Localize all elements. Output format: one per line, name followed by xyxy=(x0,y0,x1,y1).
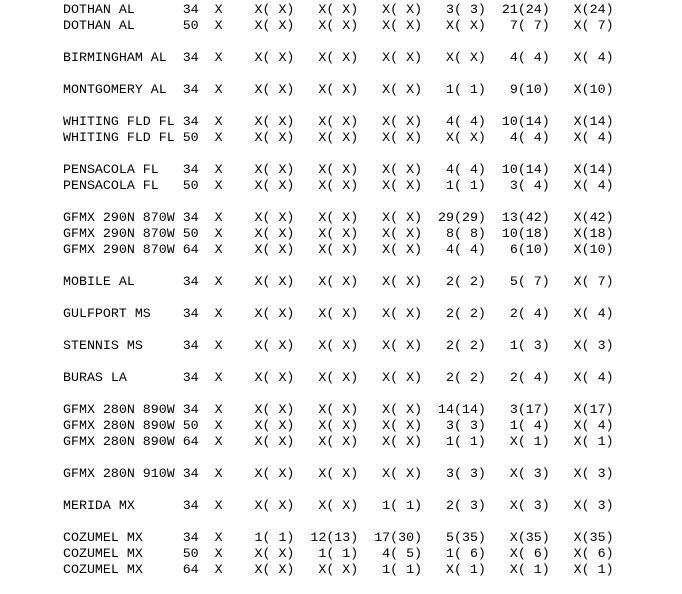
table-row: COZUMEL MX 50 X X( X) 1( 1) 4( 5) 1( 6) X( 6) X( 6) xyxy=(63,546,614,561)
blank-line xyxy=(63,482,682,498)
table-row: MONTGOMERY AL 34 X X( X) X( X) X( X) 1( 1) 9(10) X(10) xyxy=(63,82,614,97)
table-row: GFMX 280N 910W 34 X X( X) X( X) X( X) 3( 3) X( 3) X( 3) xyxy=(63,466,614,481)
table-row: GFMX 290N 870W 50 X X( X) X( X) X( X) 8( 8) 10(18) X(18) xyxy=(63,226,614,241)
table-row: GFMX 290N 870W 34 X X( X) X( X) X( X) 29(29) 13(42) X(42) xyxy=(63,210,614,225)
blank-line xyxy=(63,450,682,466)
table-row: COZUMEL MX 34 X 1( 1) 12(13) 17(30) 5(35) X(35) X(35) xyxy=(63,530,614,545)
blank-line xyxy=(63,290,682,306)
table-row: GFMX 290N 870W 64 X X( X) X( X) X( X) 4( 4) 6(10) X(10) xyxy=(63,242,614,257)
blank-line xyxy=(63,98,682,114)
table-row: PENSACOLA FL 50 X X( X) X( X) X( X) 1( 1) 3( 4) X( 4) xyxy=(63,178,614,193)
blank-line xyxy=(63,354,682,370)
blank-line xyxy=(63,514,682,530)
table-row: GFMX 280N 890W 34 X X( X) X( X) X( X) 14(14) 3(17) X(17) xyxy=(63,402,614,417)
table-row: DOTHAN AL 50 X X( X) X( X) X( X) X( X) 7( 7) X( 7) xyxy=(63,18,614,33)
table-row: DOTHAN AL 34 X X( X) X( X) X( X) 3( 3) 21(24) X(24) xyxy=(63,2,614,17)
table-row: PENSACOLA FL 34 X X( X) X( X) X( X) 4( 4) 10(14) X(14) xyxy=(63,162,614,177)
blank-line xyxy=(63,146,682,162)
table-row: GFMX 280N 890W 50 X X( X) X( X) X( X) 3( 3) 1( 4) X( 4) xyxy=(63,418,614,433)
blank-line xyxy=(63,386,682,402)
table-row: BURAS LA 34 X X( X) X( X) X( X) 2( 2) 2( 4) X( 4) xyxy=(63,370,614,385)
table-row: GFMX 280N 890W 64 X X( X) X( X) X( X) 1( 1) X( 1) X( 1) xyxy=(63,434,614,449)
blank-line xyxy=(63,66,682,82)
blank-line xyxy=(63,34,682,50)
table-row: WHITING FLD FL 50 X X( X) X( X) X( X) X( X) 4( 4) X( 4) xyxy=(63,130,614,145)
table-row: MOBILE AL 34 X X( X) X( X) X( X) 2( 2) 5( 7) X( 7) xyxy=(63,274,614,289)
table-row: WHITING FLD FL 34 X X( X) X( X) X( X) 4( 4) 10(14) X(14) xyxy=(63,114,614,129)
table-row: MERIDA MX 34 X X( X) X( X) 1( 1) 2( 3) X( 3) X( 3) xyxy=(63,498,614,513)
table-row: STENNIS MS 34 X X( X) X( X) X( X) 2( 2) 1( 3) X( 3) xyxy=(63,338,614,353)
table-row: COZUMEL MX 64 X X( X) X( X) 1( 1) X( 1) X( 1) X( 1) xyxy=(63,562,614,577)
table-row: BIRMINGHAM AL 34 X X( X) X( X) X( X) X( X) 4( 4) X( 4) xyxy=(63,50,614,65)
table-row: GULFPORT MS 34 X X( X) X( X) X( X) 2( 2) 2( 4) X( 4) xyxy=(63,306,614,321)
blank-line xyxy=(63,194,682,210)
blank-line xyxy=(63,258,682,274)
blank-line xyxy=(63,322,682,338)
